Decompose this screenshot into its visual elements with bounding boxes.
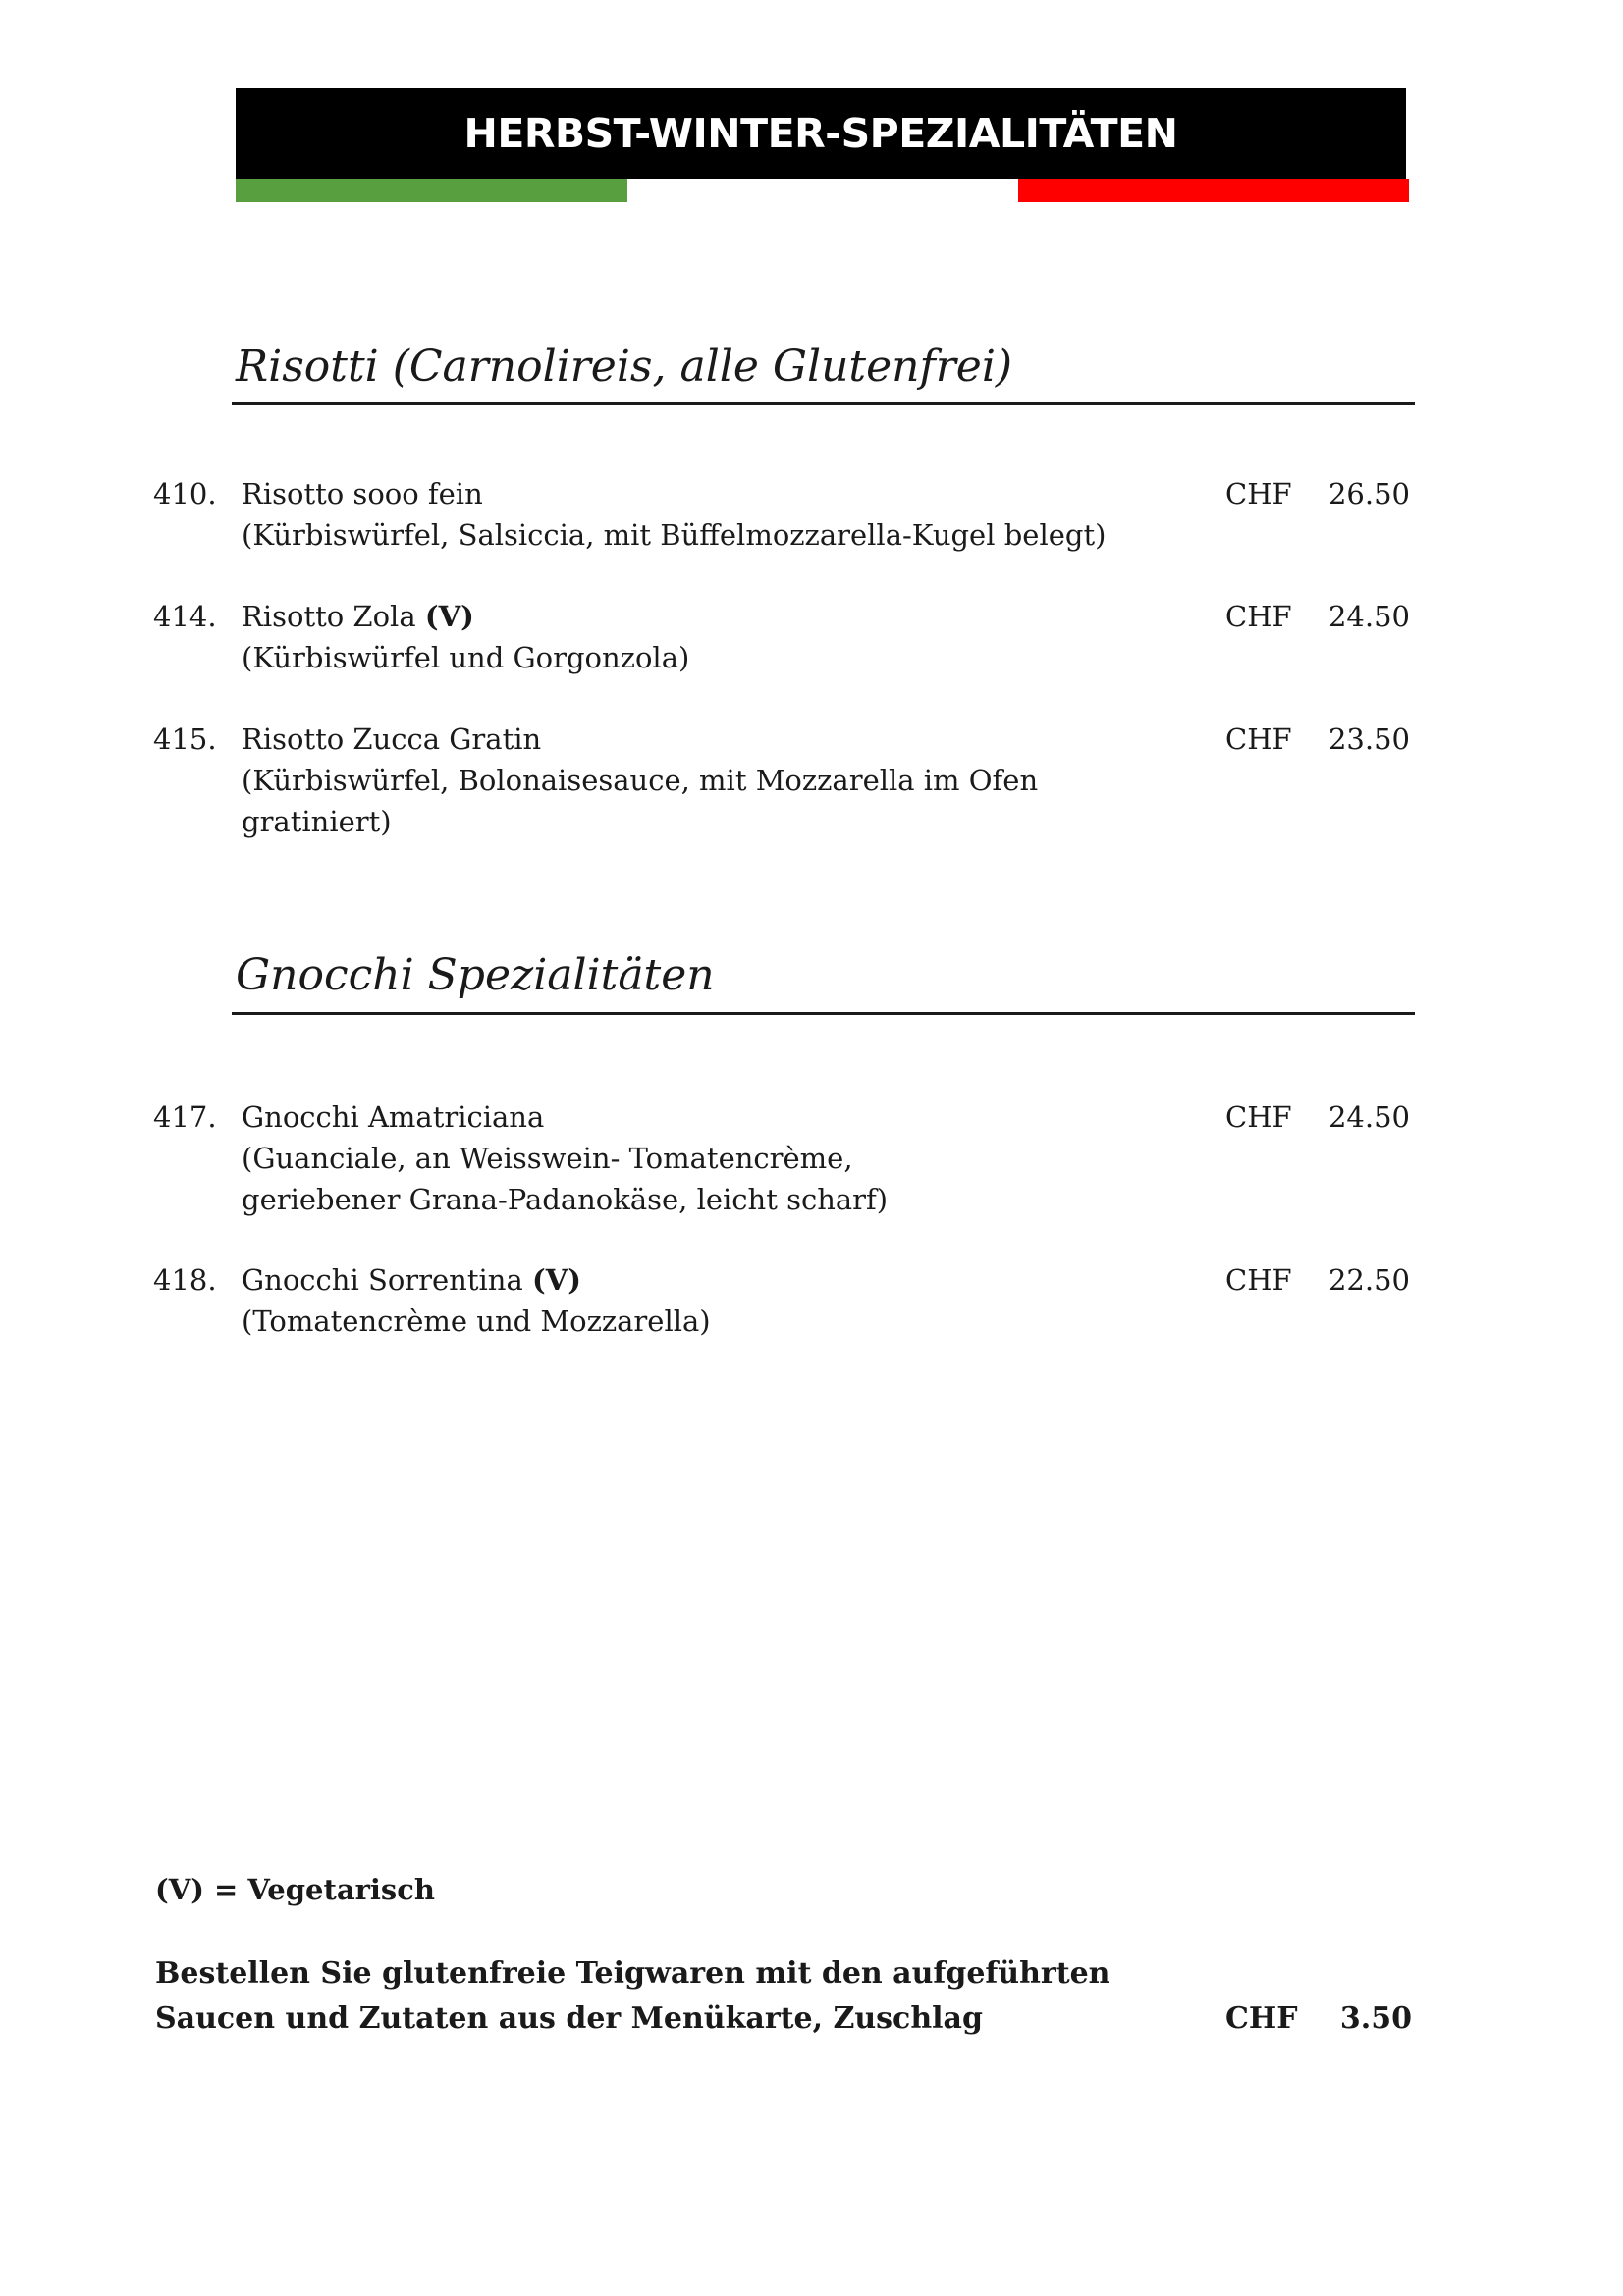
section-divider xyxy=(232,402,1415,405)
item-number: 415. xyxy=(153,722,217,756)
note-price: 3.50 xyxy=(1339,2002,1412,2036)
vegetarian-badge: (V) xyxy=(531,1263,581,1297)
item-price: 26.50 xyxy=(1327,477,1410,510)
item-price: 24.50 xyxy=(1327,1100,1410,1134)
item-name: Risotto sooo fein xyxy=(242,477,483,510)
note-currency: CHF xyxy=(1225,2002,1298,2036)
note-line: Bestellen Sie glutenfreie Teigwaren mit den aufgeführten xyxy=(155,1956,1110,1991)
item-number: 418. xyxy=(153,1263,217,1297)
item-description: (Guanciale, an Weisswein- Tomatencrème, geriebener Grana-Padanokäse, leicht scharf) xyxy=(242,1142,889,1216)
note-line: Saucen und Zutaten aus der Menükarte, Zuschlag xyxy=(155,2002,983,2036)
section-divider xyxy=(232,1012,1415,1015)
item-name: Gnocchi Sorrentina (V) xyxy=(242,1263,581,1297)
item-number: 414. xyxy=(153,600,217,633)
item-description: (Tomatencrème und Mozzarella) xyxy=(242,1305,711,1338)
flag-stripe-green xyxy=(236,179,627,202)
item-number: 417. xyxy=(153,1100,217,1134)
flag-stripe-red xyxy=(1018,179,1409,202)
item-currency: CHF xyxy=(1225,600,1292,633)
header-banner xyxy=(236,88,1406,179)
item-price: 22.50 xyxy=(1327,1263,1410,1297)
item-name: Gnocchi Amatriciana xyxy=(242,1100,545,1134)
vegetarian-badge: (V) xyxy=(424,600,474,633)
section-heading-risotti: Risotti (Carnolireis, alle Glutenfrei) xyxy=(236,342,1013,392)
gluten-free-note xyxy=(155,1951,1412,2042)
item-currency: CHF xyxy=(1225,722,1292,756)
item-description: (Kürbiswürfel, Salsiccia, mit Büffelmozzarella-Kugel belegt) xyxy=(242,518,1107,552)
item-description: (Kürbiswürfel, Bolonaisesauce, mit Mozzarella im Ofen gratiniert) xyxy=(242,764,1039,838)
item-price: 24.50 xyxy=(1327,600,1410,633)
item-number: 410. xyxy=(153,477,217,510)
item-name: Risotto Zucca Gratin xyxy=(242,722,542,756)
item-name: Risotto Zola (V) xyxy=(242,600,474,633)
item-description: (Kürbiswürfel und Gorgonzola) xyxy=(242,641,690,674)
vegetarian-legend: (V) = Vegetarisch xyxy=(155,1873,436,1906)
page-title: HERBST-WINTER-SPEZIALITÄTEN xyxy=(463,110,1178,157)
item-currency: CHF xyxy=(1225,1100,1292,1134)
item-price: 23.50 xyxy=(1327,722,1410,756)
item-currency: CHF xyxy=(1225,477,1292,510)
item-currency: CHF xyxy=(1225,1263,1292,1297)
section-heading-gnocchi: Gnocchi Spezialitäten xyxy=(236,950,715,1000)
